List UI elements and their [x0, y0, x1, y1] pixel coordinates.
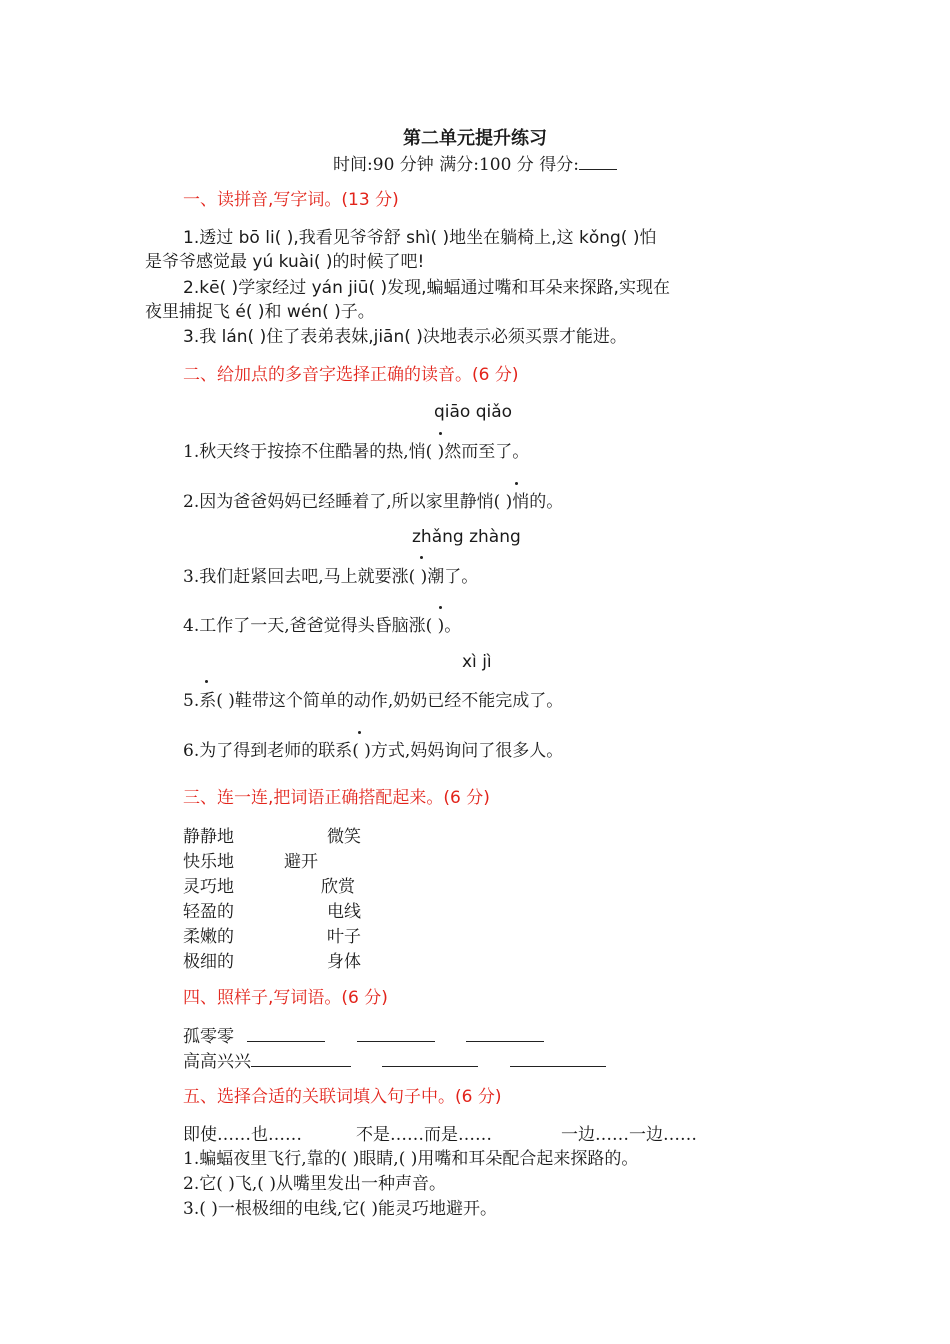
match-right-3[interactable]: 欣赏: [321, 877, 355, 897]
pinyin-options-xi-ji: xì jì: [462, 652, 492, 672]
s4-row-1: [183, 1023, 544, 1049]
s5-question-2: 2.它( )飞,( )从嘴里发出一种声音。: [183, 1174, 446, 1194]
section-4-heading: 四、照样子,写词语。(6 分): [183, 988, 388, 1008]
s2-question-2: 2.因为爸爸妈妈已经睡着了,所以家里静悄( )悄的。: [183, 492, 564, 512]
emphasis-dot: [358, 731, 361, 734]
s1-line-4: 夜里捕捉飞 é( )和 wén( )子。: [145, 302, 375, 322]
match-right-4[interactable]: 电线: [327, 902, 361, 922]
s4-example-1: 孤零零: [183, 1027, 234, 1047]
s2-question-4: 4.工作了一天,爸爸觉得头昏脑涨( )。: [183, 616, 462, 636]
page-title: 第二单元提升练习: [403, 128, 547, 149]
emphasis-dot: [515, 482, 518, 485]
match-left-3[interactable]: 灵巧地: [183, 877, 234, 897]
section-3-heading: 三、连一连,把词语正确搭配起来。(6 分): [183, 788, 490, 808]
s2-question-3: 3.我们赶紧回去吧,马上就要涨( )潮了。: [183, 567, 479, 587]
s2-question-6: 6.为了得到老师的联系( )方式,妈妈询问了很多人。: [183, 741, 564, 761]
emphasis-dot: [439, 606, 442, 609]
exam-info-text: 时间:90 分钟 满分:100 分 得分:: [333, 155, 579, 175]
match-left-2[interactable]: 快乐地: [183, 852, 234, 872]
s5-question-3: 3.( )一根极细的电线,它( )能灵巧地避开。: [183, 1199, 497, 1219]
answer-blank[interactable]: [510, 1048, 606, 1067]
match-left-1[interactable]: 静静地: [183, 827, 234, 847]
answer-blank[interactable]: [251, 1048, 351, 1067]
conjunction-option-3: 一边……一边……: [561, 1125, 697, 1145]
answer-blank[interactable]: [247, 1023, 325, 1042]
s5-question-1: 1.蝙蝠夜里飞行,靠的( )眼睛,( )用嘴和耳朵配合起来探路的。: [183, 1149, 639, 1169]
match-right-6[interactable]: 身体: [327, 952, 361, 972]
section-2-heading: 二、给加点的多音字选择正确的读音。(6 分): [183, 365, 519, 385]
s4-example-2: 高高兴兴: [183, 1052, 251, 1072]
s1-line-2: 是爷爷感觉最 yú kuài( )的时候了吧!: [145, 252, 425, 272]
answer-blank[interactable]: [382, 1048, 478, 1067]
answer-blank[interactable]: [357, 1023, 435, 1042]
emphasis-dot: [205, 680, 208, 683]
match-right-2[interactable]: 避开: [284, 852, 318, 872]
conjunction-option-1: 即使……也……: [183, 1125, 302, 1145]
match-left-5[interactable]: 柔嫩的: [183, 927, 234, 947]
match-right-1[interactable]: 微笑: [327, 827, 361, 847]
pinyin-options-zhang: zhǎng zhàng: [412, 527, 521, 547]
section-5-heading: 五、选择合适的关联词填入句子中。(6 分): [183, 1087, 502, 1107]
s4-row-2: [183, 1048, 606, 1074]
match-left-4[interactable]: 轻盈的: [183, 902, 234, 922]
section-1-heading: 一、读拼音,写字词。(13 分): [183, 190, 399, 210]
s1-line-3: 2.kē( )学家经过 yán jiū( )发现,蝙蝠通过嘴和耳朵来探路,实现在: [183, 278, 670, 298]
conjunction-option-2: 不是……而是……: [356, 1125, 492, 1145]
s2-question-5: 5.系( )鞋带这个简单的动作,奶奶已经不能完成了。: [183, 691, 564, 711]
pinyin-options-qiao: qiāo qiǎo: [434, 402, 513, 422]
emphasis-dot: [439, 432, 442, 435]
s1-line-5: 3.我 lán( )住了表弟表妹,jiān( )决地表示必须买票才能进。: [183, 327, 627, 347]
exam-info: [0, 151, 950, 177]
emphasis-dot: [420, 556, 423, 559]
answer-blank[interactable]: [466, 1023, 544, 1042]
score-blank[interactable]: [579, 151, 617, 170]
match-left-6[interactable]: 极细的: [183, 952, 234, 972]
s2-question-1: 1.秋天终于按捺不住酷暑的热,悄( )然而至了。: [183, 442, 530, 462]
s1-line-1: 1.透过 bō li( ),我看见爷爷舒 shì( )地坐在躺椅上,这 kǒng( )怕: [183, 228, 657, 248]
match-right-5[interactable]: 叶子: [327, 927, 361, 947]
